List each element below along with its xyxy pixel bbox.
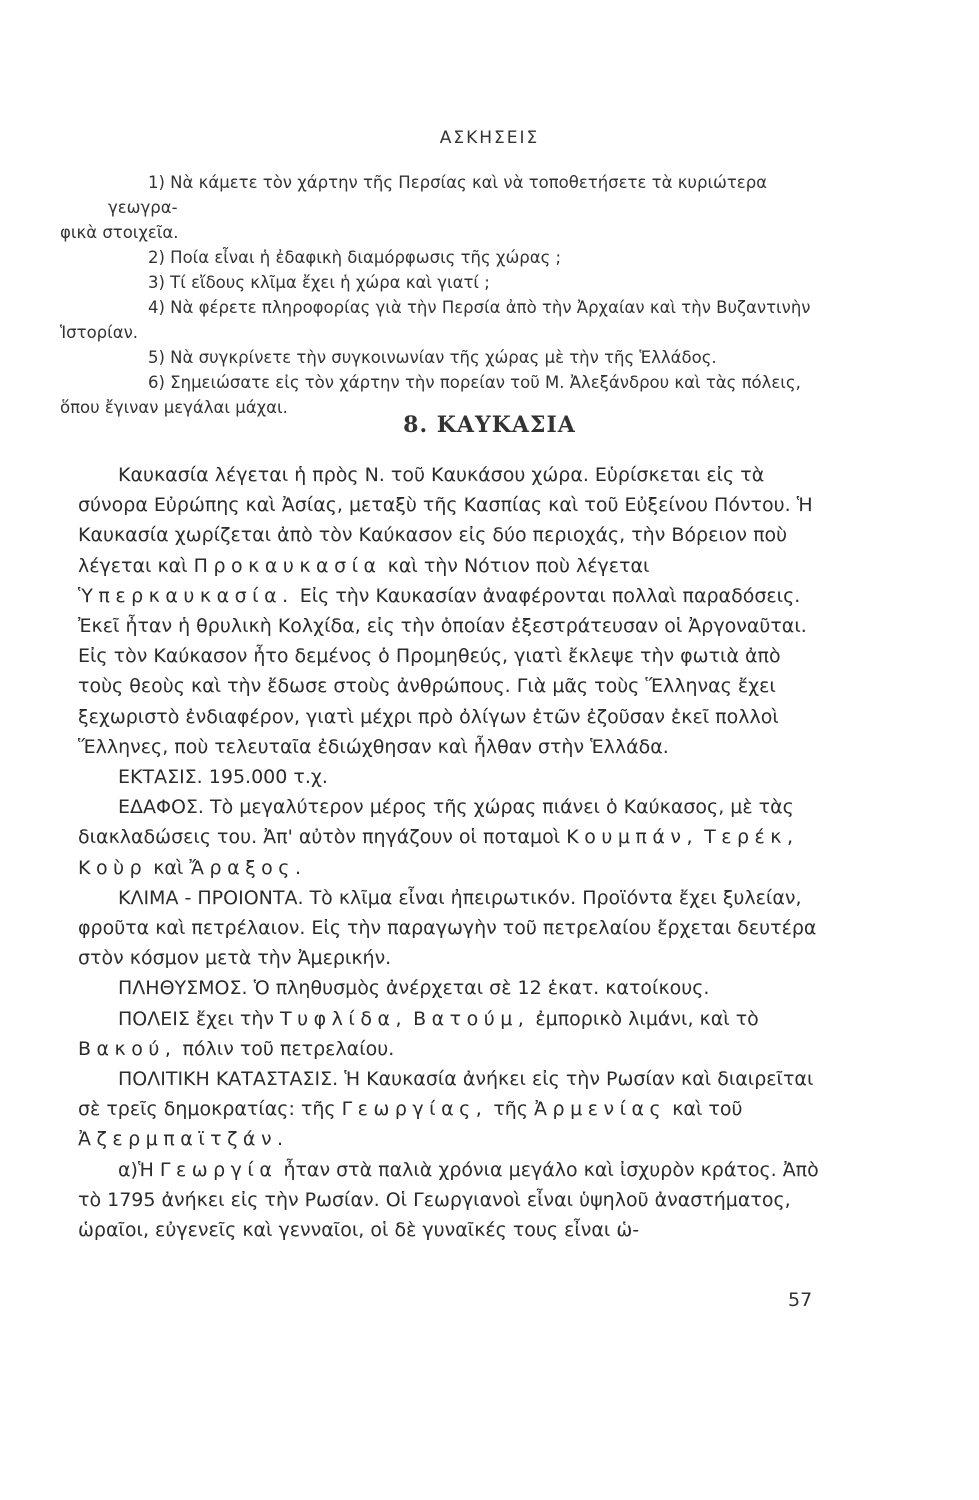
exercise-item: 1) Νὰ κάμετε τὸν χάρτην τῆς Περσίας καὶ νὰ τοποθετήσετε τὰ κυριώτερα γεωγρα- bbox=[108, 173, 768, 217]
politics-text: καὶ τοῦ bbox=[672, 1098, 743, 1121]
population-text: Ὁ πληθυσμὸς ἀνέρχεται σὲ 12 ἑκατ. κατοίκους. bbox=[253, 977, 710, 1000]
intro-text: καὶ τὴν Νότιον ποὺ λέγεται bbox=[387, 554, 650, 577]
climate-text: Τὸ κλῖμα εἶναι ἠπειρωτικόν. Προϊόντα ἔχει ξυλείαν, φροῦτα καὶ πετρέλαιον. Εἰς τὴν παραγωγὴν τοῦ πετρελαίου ἔρχεται δευτέρα στὸν κόσμον μετὰ τὴν Ἀμερικήν. bbox=[78, 886, 817, 970]
exercise-item: 3) Τί εἴδους κλῖμα ἔχει ἡ χώρα καὶ γιατί ; bbox=[148, 273, 490, 292]
intro-text: Καυκασία λέγεται ἡ πρὸς Ν. τοῦ Καυκάσου χώρα. Εὑρίσκεται εἰς τὰ σύνορα Εὐρώπης καὶ Ἀσίας, μεταξὺ τῆς Κασπίας καὶ τοῦ Εὐξείνου Πόντου. Ἡ Καυκασία χωρίζεται ἀπὸ τὸν Καύκασον εἰς δύο περιοχάς, τὴν Βόρειον ποὺ λέγεται καὶ bbox=[78, 464, 813, 577]
river-name: Ἄραξος. bbox=[189, 856, 307, 879]
georgia-text: Ἡ bbox=[137, 1158, 154, 1181]
exercise-item: ὅπου ἔγιναν μεγάλαι μάχαι. bbox=[60, 398, 288, 417]
list-marker: α) bbox=[118, 1158, 138, 1181]
politics-text: τῆς bbox=[493, 1098, 528, 1121]
politics-label: ΠΟΛΙΤΙΚΗ ΚΑΤΑΣΤΑΣΙΣ. bbox=[118, 1068, 339, 1091]
exercise-list bbox=[60, 170, 820, 420]
exercise-item: Ἱστορίαν. bbox=[60, 323, 139, 342]
cities-paragraph bbox=[78, 1004, 822, 1064]
section-body bbox=[78, 460, 822, 1245]
terrain-label: ΕΔΑΦΟΣ. bbox=[118, 796, 204, 819]
intro-paragraph bbox=[78, 460, 822, 762]
cities-text: ἐμπορικὸ λιμάνι, καὶ τὸ bbox=[535, 1007, 759, 1030]
area-paragraph bbox=[78, 762, 822, 792]
city-name: Τυφλίδα, bbox=[280, 1007, 408, 1030]
city-name: Βακού, bbox=[78, 1037, 177, 1060]
exercises-heading: ΑΣΚΗΣΕΙΣ bbox=[439, 128, 540, 148]
terrain-paragraph bbox=[78, 792, 822, 883]
river-name: Κοὺρ bbox=[78, 856, 148, 879]
population-paragraph bbox=[78, 973, 822, 1003]
exercise-item: 5) Νὰ συγκρίνετε τὴν συγκοινωνίαν τῆς χώρας μὲ τὴν τῆς Ἑλλάδος. bbox=[148, 348, 717, 367]
exercise-item: 4) Νὰ φέρετε πληροφορίας γιὰ τὴν Περσία ἀπὸ τὴν Ἀρχαίαν καὶ τὴν Βυζαντινὴν bbox=[148, 298, 811, 317]
spaced-term: Προκαυκασία bbox=[193, 554, 382, 577]
politics-text: τῆς bbox=[300, 1098, 336, 1121]
terrain-text: καὶ bbox=[153, 856, 184, 879]
cities-text: πόλιν τοῦ πετρελαίου. bbox=[182, 1037, 395, 1060]
population-label: ΠΛΗΘΥΣΜΟΣ. bbox=[118, 977, 248, 1000]
state-name: Γεωργίας, bbox=[341, 1098, 488, 1121]
climate-label: ΚΛΙΜΑ - ΠΡΟΙΟΝΤΑ. bbox=[118, 886, 304, 909]
exercise-item: 2) Ποία εἶναι ἡ ἐδαφικὴ διαμόρφωσις τῆς χώρας ; bbox=[148, 248, 562, 267]
area-label: ΕΚΤΑΣΙΣ. bbox=[118, 766, 203, 789]
terrain-text: Τὸ μεγαλύτερον μέρος τῆς χώρας πιάνει ὁ Καύκασος, μὲ τὰς διακλαδώσεις του. Ἀπ' αὐτὸν πηγάζουν οἱ ποταμοὶ bbox=[78, 796, 794, 849]
exercise-item: 6) Σημειώσατε εἰς τὸν χάρτην τὴν πορείαν τοῦ Μ. Ἀλεξάνδρου καὶ τὰς πόλεις, bbox=[148, 373, 801, 392]
georgia-text: ἦταν στὰ παλιὰ χρόνια μεγάλο καὶ ἰσχυρὸν κράτος. Ἀπὸ τὸ 1795 ἀνήκει εἰς τὴν Ρωσίαν. Οἱ Γεωργιανοὶ εἶναι ὑψηλοῦ ἀναστήματος, ὡραῖοι, εὐγενεῖς καὶ γενναῖοι, οἱ δὲ γυναῖκές τους εἶναι ὡ- bbox=[78, 1158, 819, 1242]
exercise-item: φικὰ στοιχεῖα. bbox=[60, 223, 179, 242]
river-name: Κουμπάν, bbox=[566, 826, 699, 849]
section-title: 8. ΚΑΥΚΑΣΙΑ bbox=[403, 412, 576, 438]
state-name: Ἀζερμπαϊτζάν. bbox=[78, 1128, 289, 1151]
spaced-term: Ὑπερκαυκασία. bbox=[78, 584, 294, 607]
climate-paragraph bbox=[78, 883, 822, 974]
city-name: Βατούμ, bbox=[413, 1007, 530, 1030]
state-name: Γεωργία bbox=[159, 1158, 278, 1181]
cities-text: ἔχει τὴν bbox=[195, 1007, 274, 1030]
intro-text: Εἰς τὴν Καυκασίαν ἀναφέρονται πολλαὶ παραδόσεις. Ἐκεῖ ἦταν ἡ θρυλικὴ Κολχίδα, εἰς τὴν ὁποίαν ἐξεστράτευσαν οἱ Ἀργοναῦται. Εἰς τὸν Καύκασον ἦτο δεμένος ὁ Προμηθεύς, γιατὶ ἔκλεψε τὴν φωτιὰ ἀπὸ τοὺς θεοὺς καὶ τὴν ἔδωσε στοὺς ἀνθρώπους. Γιὰ μᾶς τοὺς Ἕλληνας ἔχει ξεχωριστὸ ἐνδιαφέρον, γιατὶ μέχρι πρὸ ὀλίγων ἐτῶν ἐζοῦσαν ἐκεῖ πολλοὶ Ἕλληνες, ποὺ τελευταῖα ἐδιώχθησαν καὶ ἦλθαν στὴν Ἑλλάδα. bbox=[78, 584, 807, 758]
page-number: 57 bbox=[788, 1289, 813, 1311]
river-name: Τερέκ, bbox=[704, 826, 799, 849]
politics-paragraph bbox=[78, 1064, 822, 1155]
state-name: Ἀρμενίας bbox=[534, 1098, 667, 1121]
georgia-paragraph bbox=[78, 1155, 822, 1246]
politics-text: Ἡ Καυκασία ἀνήκει εἰς τὴν Ρωσίαν καὶ διαιρεῖται σὲ τρεῖς δημοκρατίας: bbox=[78, 1068, 814, 1121]
area-value: 195.000 τ.χ. bbox=[208, 766, 328, 789]
cities-label: ΠΟΛΕΙΣ bbox=[118, 1007, 190, 1030]
